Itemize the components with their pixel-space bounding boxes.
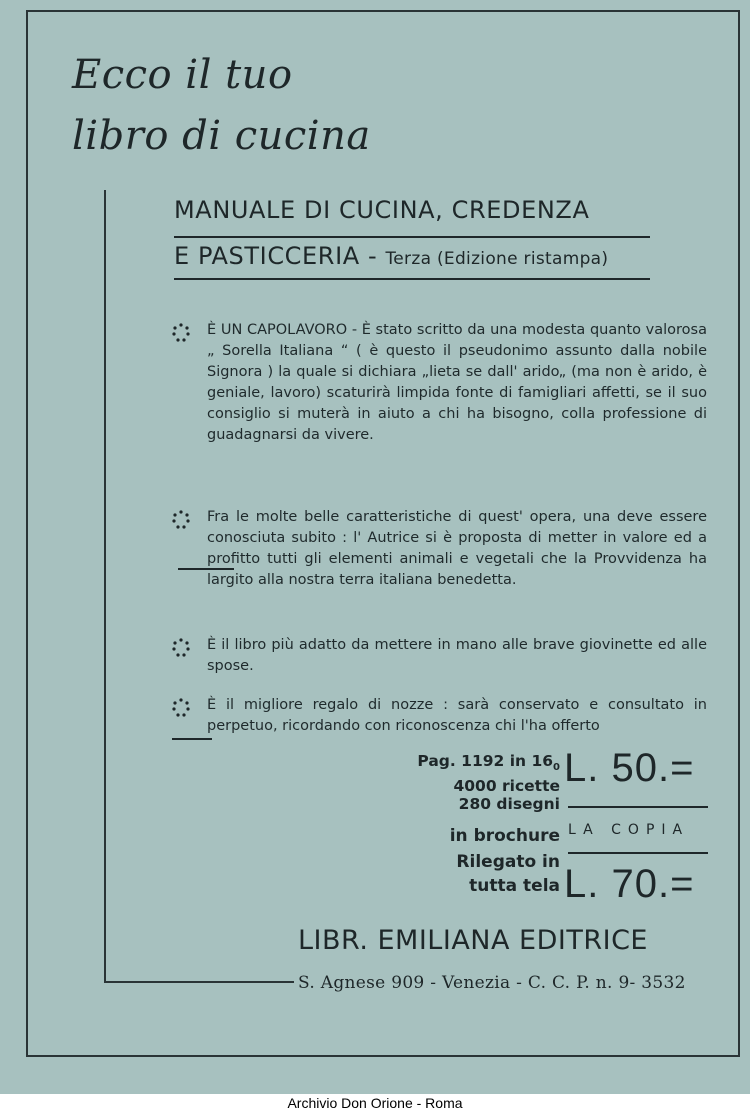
brochure-label: in brochure [449, 826, 560, 846]
frame-right-rule [738, 10, 740, 1056]
ornament-bullet-icon [170, 637, 192, 659]
ornament-bullet-icon [170, 322, 192, 344]
inner-vertical-rule [104, 190, 106, 982]
format-subscript: 0 [553, 762, 560, 774]
paragraph-4: È il migliore regalo di nozze : sarà conservato e consultato in perpetuo, ricordando con riconoscenza chi l'ha offerto [207, 697, 707, 734]
bound-label-line-1: Rilegato in [456, 852, 560, 872]
heading-line-1: MANUALE DI CUCINA, CREDENZA [174, 196, 590, 224]
book-specs [380, 752, 560, 813]
title-line-1: Ecco il tuo [72, 52, 293, 98]
price-rule-2 [568, 852, 708, 854]
inner-horizontal-rule [104, 981, 294, 983]
margin-mark [172, 738, 212, 740]
page-count: Pag. 1192 in $16_0$ [417, 752, 560, 774]
paragraph-2: Fra le molte belle caratteristiche di quest' opera, una deve essere conosciuta subito : l' Autrice si è proposta di metter in valore ed a profitto tutti gli elementi animali e vegetali che la Provvidenza ha largito alla nostra terra italiana benedetta. [207, 509, 707, 588]
price-rule-1 [568, 806, 708, 808]
per-copy-label: LA COPIA [568, 822, 690, 838]
bound-label [380, 848, 560, 898]
paragraph-3: È il libro più adatto da mettere in mano alle brave giovinette ed alle spose. [207, 637, 707, 674]
paragraph-1: È UN CAPOLAVORO - È stato scritto da una modesta quanto valorosa „ Sorella Italiana “ ( è questo il pseudonimo assunto dalla nobile Signora ) la quale si dichiara „lieta se dall' arido„ (ma non è arido, è geniale, lavoro) scaturirà limpida fonte di famigliari affetti, se il suo consiglio si muterà in aiuto a chi ha bisogno, colla professione di guadagnarsi da vivere. [207, 322, 707, 443]
publisher-name: LIBR. EMILIANA EDITRICE [298, 925, 648, 956]
frame-left-rule [26, 10, 28, 1056]
frame-bottom-rule [26, 1055, 740, 1057]
archive-footer: Archivio Don Orione - Roma [287, 1095, 463, 1111]
heading-line-2 [174, 242, 608, 270]
heading-edition: Terza (Edizione ristampa) [385, 249, 609, 269]
drawing-count: 280 disegni [458, 795, 560, 814]
ornament-bullet-icon [170, 509, 192, 531]
price-bound: L. 70.= [564, 862, 695, 906]
publisher-address: S. Agnese 909 - Venezia - C. C. P. n. 9- 3532 [298, 973, 686, 993]
frame-top-rule [28, 10, 740, 12]
heading-rule-2 [174, 278, 650, 280]
ornament-bullet-icon [170, 697, 192, 719]
heading-line-2-main: E PASTICCERIA - [174, 242, 386, 270]
heading-rule-1 [174, 236, 650, 238]
bound-label-line-2: tutta tela [469, 876, 560, 896]
margin-mark [178, 568, 234, 570]
price-brochure: L. 50.= [564, 746, 695, 790]
recipe-count: 4000 ricette [453, 777, 560, 796]
title-line-2: libro di cucina [72, 113, 371, 159]
